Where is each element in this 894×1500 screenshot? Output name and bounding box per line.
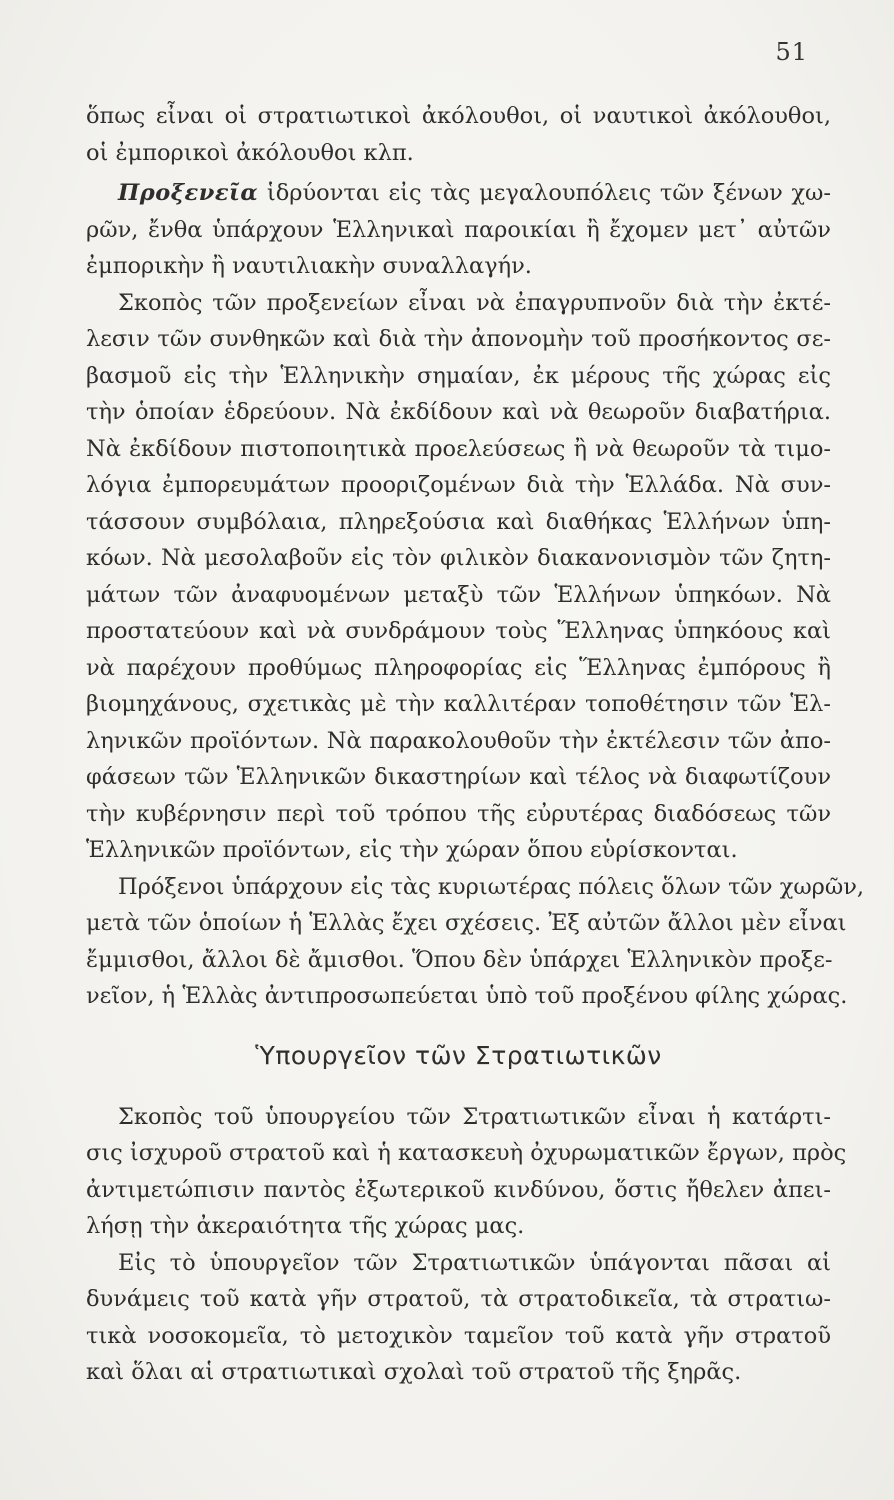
text-line: προστατεύουν καὶ νὰ συνδράμουν τοὺς Ἕλληνας ὑπηκόους καὶ [86,618,831,644]
text-line: τὴν κυβέρνησιν περὶ τοῦ τρόπου τῆς εὐρυτέρας διαδόσεως τῶν [86,800,831,827]
proxenia-first-line [86,175,831,212]
text-line: κόων. Νὰ μεσολαβοῦν εἰς τὸν φιλικὸν διακανονισμὸν τῶν ζητη- [86,545,831,571]
text-line: Νὰ ἐκδίδουν πιστοποιητικὰ προελεύσεως ἢ νὰ θεωροῦν τὰ τιμο- [86,435,831,462]
text-line: ἀντιμετώπισιν παντὸς ἐξωτερικοῦ κινδύνου, ὅστις ἤθελεν ἀπει- [86,1176,831,1203]
text-line: ρῶν, ἔνθα ὑπάρχουν Ἑλληνικαὶ παροικίαι ἢ ἔχομεν μετ᾽ αὐτῶν [86,216,831,243]
text-line: λόγια ἐμπορευμάτων προοριζομένων διὰ τὴν Ἑλλάδα. Νὰ συν- [86,472,831,498]
text-line: βασμοῦ εἰς τὴν Ἑλληνικὴν σημαίαν, ἐκ μέρους τῆς χώρας εἰς [86,362,831,389]
text-line: βιομηχάνους, σχετικὰς μὲ τὴν καλλιτέραν τοποθέτησιν τῶν Ἑλ- [86,691,831,717]
text-line: τὴν ὁποίαν ἑδρεύουν. Νὰ ἐκδίδουν καὶ νὰ θεωροῦν διαβατήρια. [86,399,831,425]
text-line: δυνάμεις τοῦ κατὰ γῆν στρατοῦ, τὰ στρατοδικεῖα, τὰ στρατιω- [86,1286,831,1312]
text-line: ἐμπορικὴν ἢ ναυτιλιακὴν συναλλαγήν. [86,253,532,279]
section-heading: Ὑπουργεῖον τῶν Στρατιωτικῶν [255,1040,662,1070]
text-line: Σκοπὸς τοῦ ὑπουργείου τῶν Στρατιωτικῶν εἶναι ἡ κατάρτι- [118,1103,831,1130]
text-line: μετὰ τῶν ὁποίων ἡ Ἑλλὰς ἔχει σχέσεις. Ἐξ αὐτῶν ἄλλοι μὲν εἶναι [86,910,847,936]
text-line: Πρόξενοι ὑπάρχουν εἰς τὰς κυριωτέρας πόλεις ὅλων τῶν χωρῶν, [118,873,865,900]
text-line: λήσῃ τὴν ἀκεραιότητα τῆς χώρας μας. [86,1213,525,1239]
text-line: ἔμμισθοι, ἄλλοι δὲ ἄμισθοι. Ὅπου δὲν ὑπάρχει Ἑλληνικὸν προξε- [86,946,833,973]
text-line: ληνικῶν προϊόντων. Νὰ παρακολουθοῦν τὴν ἐκτέλεσιν τῶν ἀπο- [86,727,831,754]
text-line: νὰ παρέχουν προθύμως πληροφορίας εἰς Ἕλληνας ἐμπόρους ἢ [86,654,831,681]
text-line: τικὰ νοσοκομεῖα, τὸ μετοχικὸν ταμεῖον τοῦ κατὰ γῆν στρατοῦ [86,1322,831,1349]
text-line: καὶ ὅλαι αἱ στρατιωτικαὶ σχολαὶ τοῦ στρατοῦ τῆς ξηρᾶς. [86,1359,742,1385]
text-line: μάτων τῶν ἀναφυομένων μεταξὺ τῶν Ἑλλήνων ὑπηκόων. Νὰ [86,581,831,608]
text-line: Σκοπὸς τῶν προξενείων εἶναι νὰ ἐπαγρυπνοῦν διὰ τὴν ἐκτέ- [118,289,831,316]
text-line: λεσιν τῶν συνθηκῶν καὶ διὰ τὴν ἀπονομὴν τοῦ προσήκοντος σε- [86,326,831,352]
text-fragment: ἱδρύονται εἰς τὰς μεγαλουπόλεις τῶν ξένων χω- [266,180,831,206]
page-number: 51 [775,38,808,66]
body-text [86,98,865,1391]
text-line: νεῖον, ἡ Ἑλλὰς ἀντιπροσωπεύεται ὑπὸ τοῦ προξένου φίλης χώρας. [86,983,848,1009]
proxenia-term: Προξενεῖα [118,180,259,206]
text-line: οἱ ἐμπορικοὶ ἀκόλουθοι κλπ. [86,139,414,166]
text-line: τάσσουν συμβόλαια, πληρεξούσια καὶ διαθήκας Ἑλλήνων ὑπη- [86,508,831,535]
text-line: φάσεων τῶν Ἑλληνικῶν δικαστηρίων καὶ τέλος νὰ διαφωτίζουν [86,764,831,790]
text-line: Εἰς τὸ ὑπουργεῖον τῶν Στρατιωτικῶν ὑπάγονται πᾶσαι αἱ [118,1249,831,1276]
text-line: ὅπως εἶναι οἱ στρατιωτικοὶ ἀκόλουθοι, οἱ ναυτικοὶ ἀκόλουθοι, [86,103,831,129]
text-line: σις ἰσχυροῦ στρατοῦ καὶ ἡ κατασκευὴ ὀχυρωματικῶν ἔργων, πρὸς [86,1140,847,1166]
text-line: Ἑλληνικῶν προϊόντων, εἰς τὴν χώραν ὅπου εὑρίσκονται. [86,837,738,863]
